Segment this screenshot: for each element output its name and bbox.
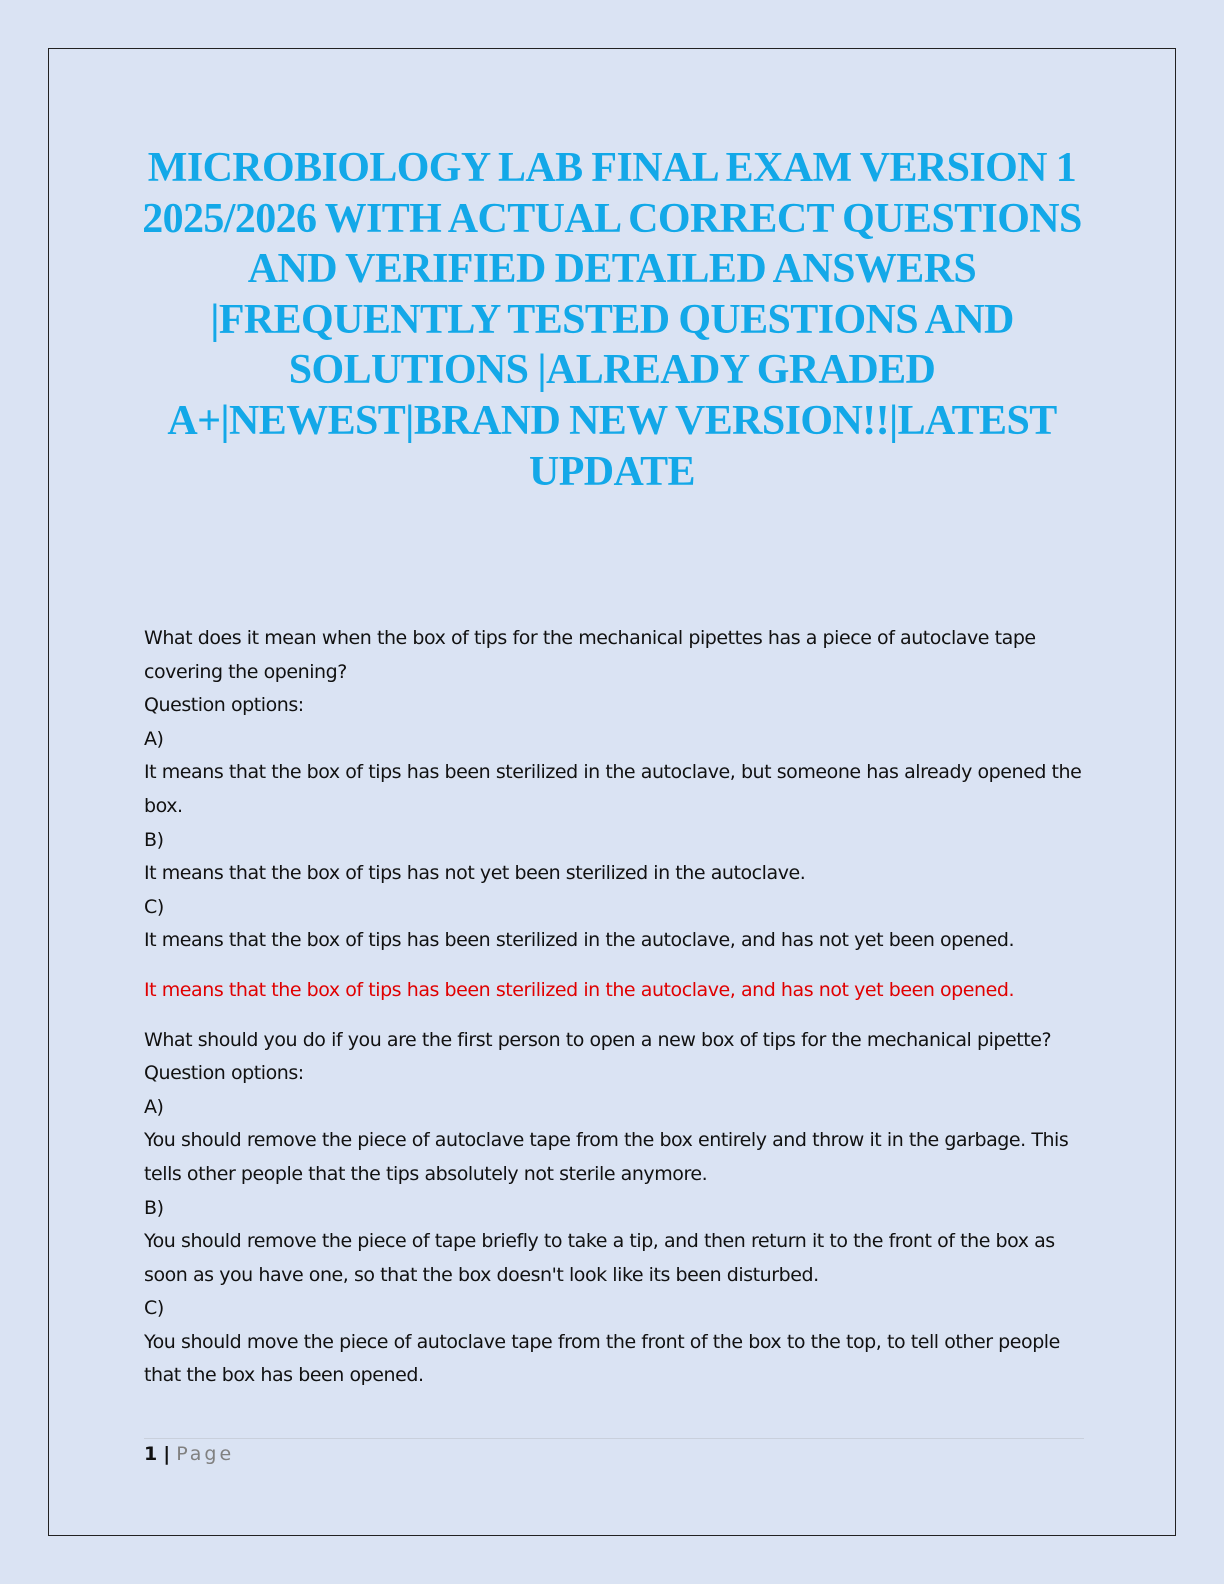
page-number: 1 bbox=[144, 1443, 158, 1465]
option-text: You should move the piece of autoclave tape from the front of the box to the top, to tell other people that the box has been opened. bbox=[144, 1330, 1060, 1387]
question-text: What does it mean when the box of tips for the mechanical pipettes has a piece of autoclave tape covering the opening? bbox=[144, 627, 1036, 683]
question-text: What should you do if you are the first person to open a new box of tips for the mechanical pipette? bbox=[144, 1028, 1052, 1051]
option-text: It means that the box of tips has not yet been sterilized in the autoclave. bbox=[144, 862, 806, 885]
question-options-label: Question options: bbox=[144, 1062, 304, 1085]
option-letter: B) bbox=[144, 1196, 164, 1219]
question-options-label: Question options: bbox=[144, 694, 304, 717]
option-letter: A) bbox=[144, 727, 164, 750]
option-text: It means that the box of tips has been sterilized in the autoclave, and has not yet been opened. bbox=[144, 929, 1015, 952]
footer-separator: | bbox=[163, 1443, 171, 1465]
footer-divider bbox=[144, 1438, 1084, 1439]
correct-answer: It means that the box of tips has been sterilized in the autoclave, and has not yet been opened. bbox=[144, 978, 1015, 1001]
option-letter: A) bbox=[144, 1095, 164, 1118]
page-footer bbox=[144, 1440, 234, 1468]
option-letter: B) bbox=[144, 828, 164, 851]
page-label: Page bbox=[176, 1443, 235, 1465]
question-content bbox=[144, 622, 1084, 1393]
option-letter: C) bbox=[144, 895, 164, 918]
option-letter: C) bbox=[144, 1297, 164, 1320]
option-text: It means that the box of tips has been sterilized in the autoclave, but someone has already opened the box. bbox=[144, 761, 1082, 817]
option-text: You should remove the piece of autoclave tape from the box entirely and throw it in the garbage. This tells other people that the tips absolutely not sterile anymore. bbox=[144, 1129, 1069, 1185]
option-text: You should remove the piece of tape briefly to take a tip, and then return it to the front of the box as soon as you have one, so that the box doesn't look like its been disturbed. bbox=[144, 1230, 1055, 1286]
document-title: MICROBIOLOGY LAB FINAL EXAM VERSION 1 2025/2026 WITH ACTUAL CORRECT QUESTIONS AND VERIFIED DETAILED ANSWERS |FREQUENTLY TESTED QUESTIONS AND SOLUTIONS |ALREADY GRADED A+|NEWEST|BRAND NEW VERSION!!|LATEST UPDATE bbox=[142, 145, 1082, 495]
